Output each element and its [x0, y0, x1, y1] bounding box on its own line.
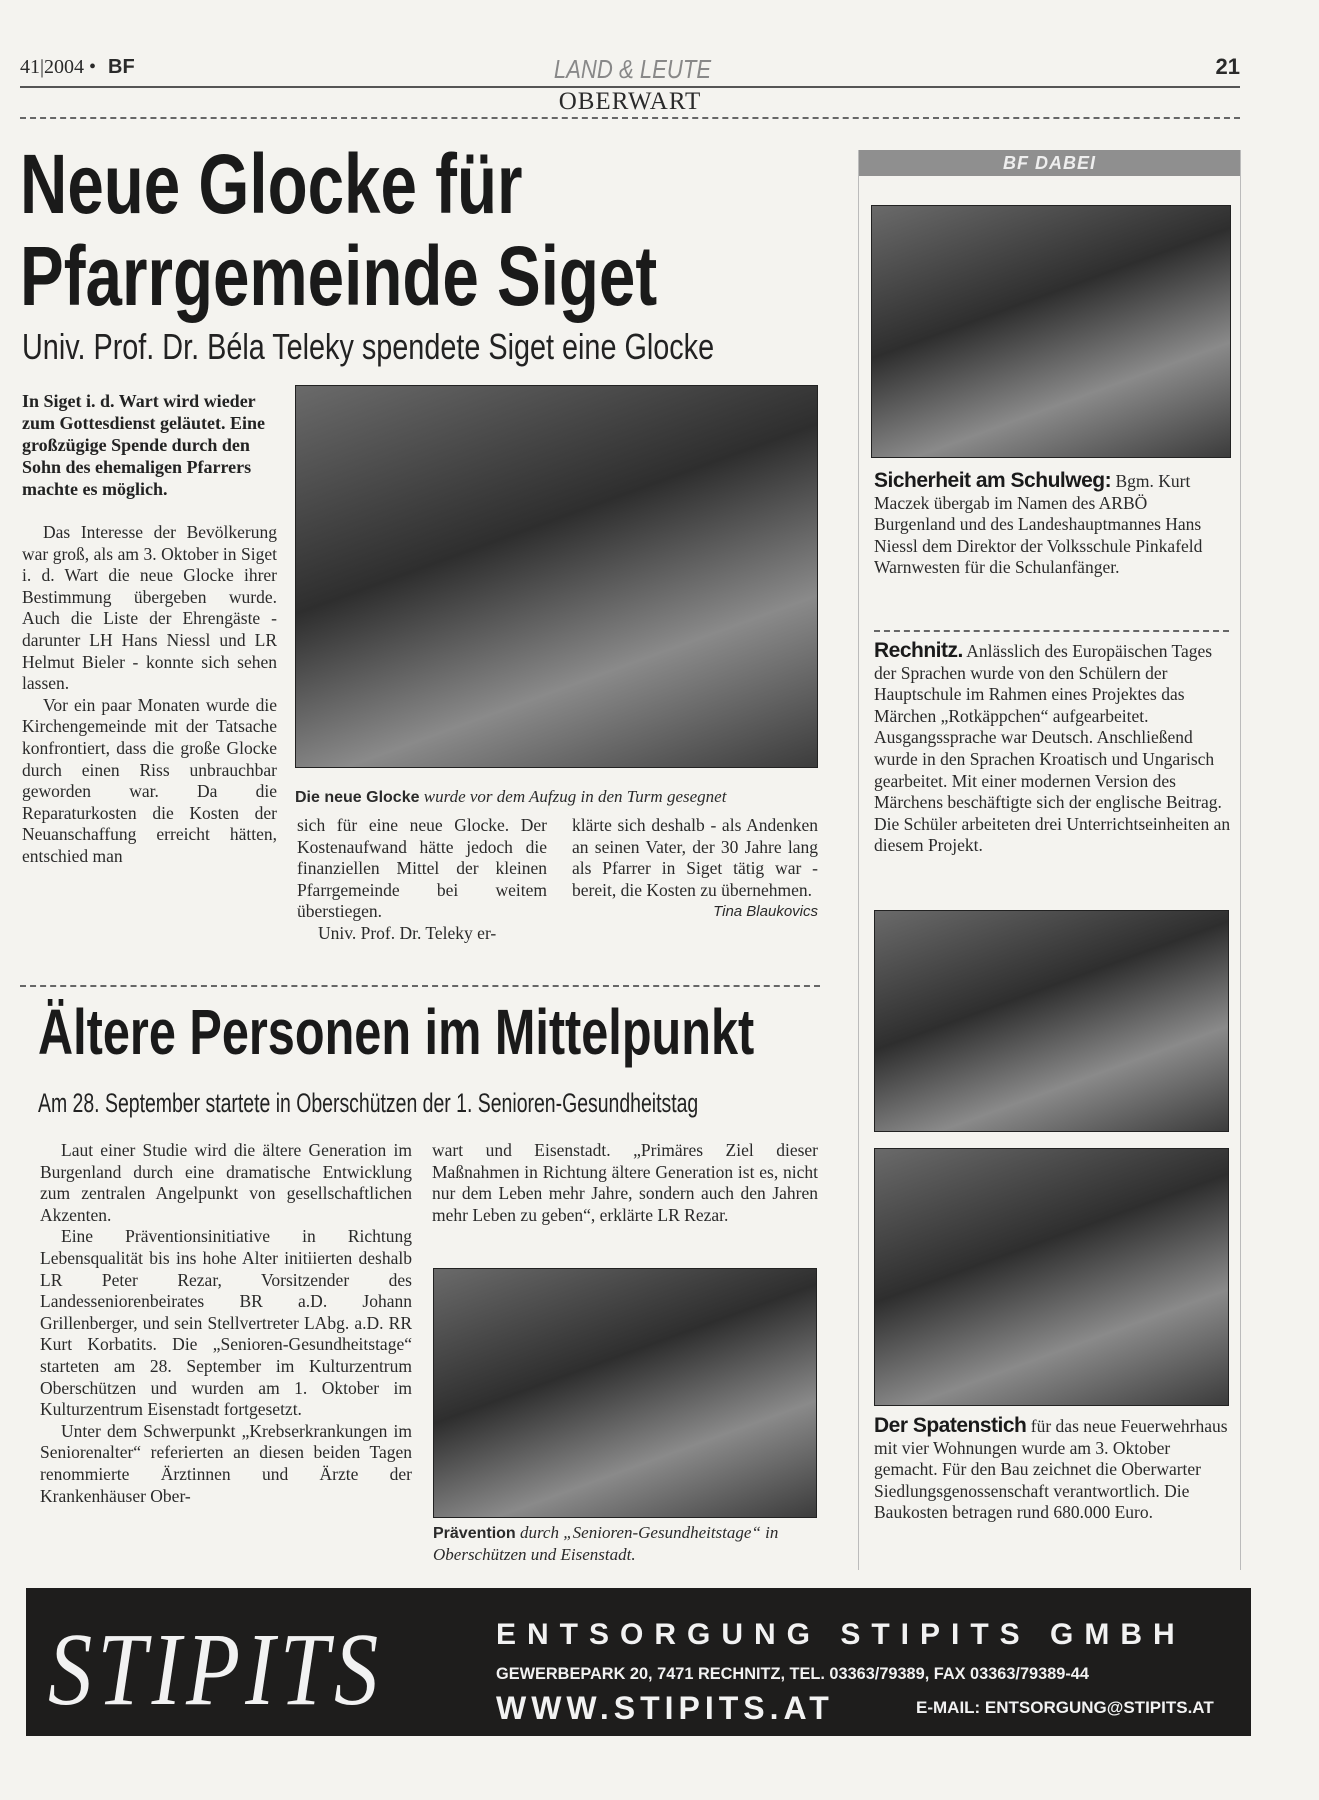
page-header	[20, 56, 1240, 86]
header-dashed-rule	[20, 117, 1240, 119]
issue-number: 41|2004 •	[20, 56, 97, 78]
paragraph: Unter dem Schwerpunkt „Krebserkrankungen im Seniorenalter“ referierten an diesen beiden Tagen renommierte Ärztinnen und Ärzte der Krankenhäuser Ober-	[40, 1420, 412, 1506]
section-title: LAND & LEUTE	[553, 54, 712, 84]
caption-bold: Prävention	[433, 1525, 516, 1542]
ad-email[interactable]: E-MAIL: ENTSORGUNG@STIPITS.AT	[916, 1698, 1214, 1717]
item-text: für das neue Feuerwehrhaus mit vier Wohnungen wurde am 3. Oktober gemacht. Für den Bau zeichnet die Oberwarter Siedlungsgenossenschaft verantwortlich. Die Baukosten betragen rund 680.000 Euro.	[874, 1416, 1228, 1523]
article1-column3	[572, 815, 818, 923]
article2-column2	[432, 1140, 818, 1226]
article1-column2	[297, 815, 547, 945]
article2-caption	[433, 1522, 817, 1565]
item-text: Anlässlich des Europäischen Tages der Sprachen wurde von den Schülern der Hauptschule im Rahmen eines Projektes das Märchen „Rotkäppchen“ aufgearbeitet. Ausgangssprache war Deutsch. Anschließend wurde in den Sprachen Kroatisch und Ungarisch gearbeitet. Mit einer modernen Version des Märchens beschäftigte sich der englische Beitrag. Die Schüler arbeiteten drei Unterrichtseinheiten an diesem Projekt.	[874, 641, 1231, 856]
page-number: 21	[1215, 54, 1240, 79]
brand: BF	[108, 56, 135, 78]
sidebar-bf-dabei	[858, 150, 1241, 1570]
sidebar-divider	[874, 630, 1229, 632]
sidebar-item-2	[874, 640, 1232, 857]
sidebar-item-1	[874, 470, 1232, 579]
item-text: Bgm. Kurt Maczek übergab im Namen des ARBÖ Burgenland und des Landeshauptmannes Hans Niessl dem Direktor der Volksschule Pinkafeld Warnwesten für die Schulanfänger.	[874, 471, 1203, 578]
article1-subtitle: Univ. Prof. Dr. Béla Teleky spendete Siget eine Glocke	[22, 326, 715, 367]
stipits-logo: STIPITS	[48, 1612, 384, 1727]
groundbreaking-photo	[874, 1148, 1229, 1406]
bell-blessing-photo	[295, 385, 818, 768]
article2-subtitle: Am 28. September startete in Oberschützen der 1. Senioren-Gesundheitstag	[38, 1088, 699, 1118]
article2-column1	[40, 1140, 412, 1507]
caption-text: wurde vor dem Aufzug in den Turm gesegnet	[419, 787, 727, 806]
ad-company: ENTSORGUNG STIPITS GMBH	[496, 1618, 1186, 1651]
paragraph: sich für eine neue Glocke. Der Kostenaufwand hätte jedoch die finanziellen Mittel der kleinen Pfarrgemeinde bei weitem überstiegen.	[297, 815, 547, 922]
author: Tina Blaukovics	[713, 903, 818, 921]
ad-address: GEWERBEPARK 20, 7471 RECHNITZ, TEL. 03363/79389, FAX 03363/79389-44	[496, 1664, 1089, 1683]
paragraph: Das Interesse der Bevölkerung war groß, als am 3. Oktober in Siget i. d. Wart die neue Glocke ihrer Bestimmung übergeben wurde. Auch die Liste der Ehrengäste - darunter LH Hans Niessl und LR Helmut Bieler - konnte sich sehen lassen.	[22, 522, 277, 694]
kicker: Der Spatenstich	[874, 1414, 1027, 1437]
headline-line: Neue Glocke für	[20, 137, 523, 231]
language-project-photo	[874, 910, 1229, 1132]
article1-lead: In Siget i. d. Wart wird wieder zum Gottesdienst geläutet. Eine großzügige Spende durch den Sohn des ehemaligen Pfarrers machte es möglich.	[22, 391, 265, 499]
school-safety-photo	[871, 205, 1231, 458]
article1-column1	[22, 390, 277, 868]
article2-headline: Ältere Personen im Mittelpunkt	[38, 996, 755, 1068]
paragraph: wart und Eisenstadt. „Primäres Ziel dieser Maßnahmen in Richtung ältere Generation ist es, nicht nur dem Leben mehr Jahre, sondern auch den Jahren mehr Leben zu geben“, erklärte LR Rezar.	[432, 1140, 818, 1225]
paragraph: Eine Präventionsinitiative in Richtung Lebensqualität bis ins hohe Alter initiierten deshalb LR Peter Rezar, Vorsitzender des Landesseniorenbeirates BR a.D. Johann Grillenberger, und sein Stellvertreter LAbg. a.D. RR Kurt Korbatits. Die „Senioren-Gesundheitstage“ starteten am 28. September im Kulturzentrum Oberschützen und wurden am 1. Oktober im Kulturzentrum Eisenstadt fortgesetzt.	[40, 1226, 412, 1420]
paragraph: Laut einer Studie wird die ältere Generation im Burgenland durch eine dramatische Entwicklung zum zentralen Angelpunkt von gesellschaftlichen Akzenten.	[40, 1140, 412, 1225]
caption-text: durch „Senioren-Gesundheitstage“ in Oberschützen und Eisenstadt.	[433, 1523, 779, 1564]
sidebar-title: BF DABEI	[859, 150, 1240, 176]
article1-caption	[295, 786, 818, 808]
sidebar-item-3	[874, 1415, 1232, 1524]
prevention-photo	[433, 1268, 817, 1518]
paragraph: klärte sich deshalb - als Andenken an seinen Vater, der 30 Jahre lang als Pfarrer in Siget tätig war - bereit, die Kosten zu übernehmen.	[572, 815, 818, 900]
kicker: Sicherheit am Schulweg:	[874, 469, 1112, 492]
caption-bold: Die neue Glocke	[295, 789, 420, 806]
headline-line: Pfarrgemeinde Siget	[20, 229, 658, 323]
paragraph: Univ. Prof. Dr. Teleky er-	[318, 922, 497, 943]
kicker: Rechnitz.	[874, 639, 963, 662]
stipits-advertisement[interactable]	[26, 1588, 1251, 1736]
article-divider	[20, 985, 820, 987]
ad-website[interactable]: WWW.STIPITS.AT	[496, 1690, 834, 1726]
region-title: OBERWART	[558, 88, 702, 115]
article1-headline	[20, 138, 657, 322]
paragraph: Vor ein paar Monaten wurde die Kirchengemeinde mit der Tatsache konfrontiert, dass die große Glocke durch einen Riss unbrauchbar geworden war. Da die Reparaturkosten die Kosten der Neuanschaffung erreicht hätten, entschied man	[22, 694, 277, 866]
